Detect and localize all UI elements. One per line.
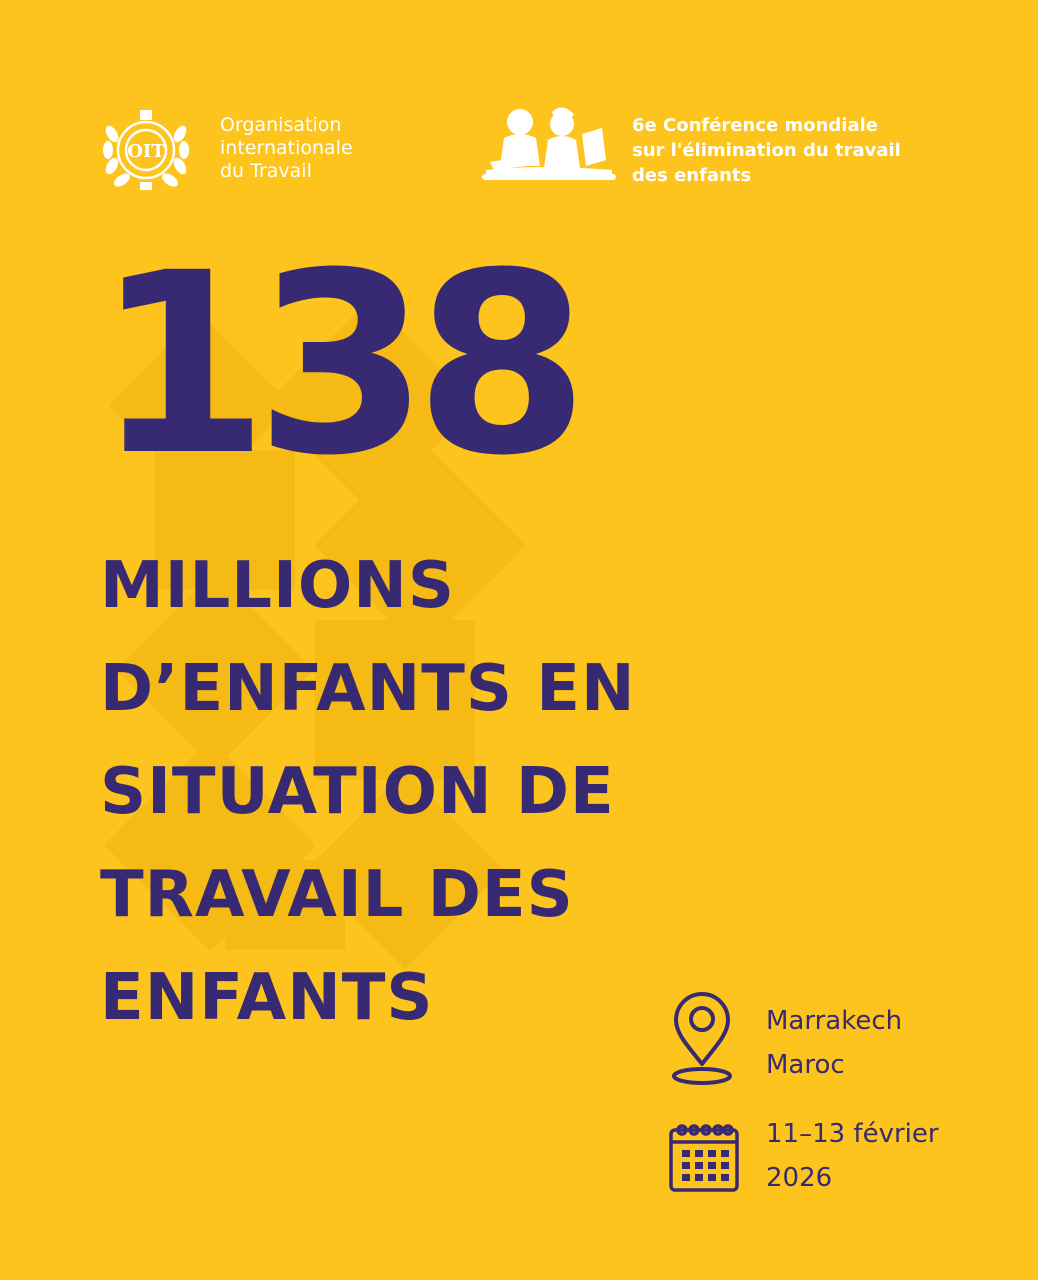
date-year: 2026 <box>766 1163 833 1193</box>
conference-name-line: 6e Conférence mondiale <box>632 115 878 136</box>
location-country: Maroc <box>766 1050 845 1080</box>
location-city: Marrakech <box>766 1006 903 1036</box>
date-range: 11–13 février <box>766 1119 939 1149</box>
headline-line: MILLIONS <box>100 549 455 623</box>
ilo-name-line: Organisation <box>220 114 342 136</box>
event-date <box>766 1112 939 1200</box>
ilo-name-line: du Travail <box>220 160 312 182</box>
location-pin-icon <box>668 992 736 1086</box>
headline-number: 138 <box>95 219 575 510</box>
headline-text <box>100 535 636 1050</box>
children-reading-logo-icon <box>482 104 616 186</box>
headline-line: D’ENFANTS EN <box>100 652 636 726</box>
conference-name-line: sur l'élimination du travail <box>632 140 901 161</box>
ilo-emblem-icon <box>100 104 192 196</box>
calendar-icon <box>668 1122 740 1194</box>
headline-line: ENFANTS <box>100 961 434 1035</box>
ilo-name <box>220 114 353 183</box>
event-location <box>766 999 902 1087</box>
ilo-name-line: internationale <box>220 137 353 159</box>
headline-line: TRAVAIL DES <box>100 858 574 932</box>
headline-line: SITUATION DE <box>100 755 615 829</box>
conference-name <box>632 113 901 188</box>
header <box>0 100 1038 200</box>
ilo-emblem-text: OIT <box>127 141 165 162</box>
conference-name-line: des enfants <box>632 165 752 186</box>
